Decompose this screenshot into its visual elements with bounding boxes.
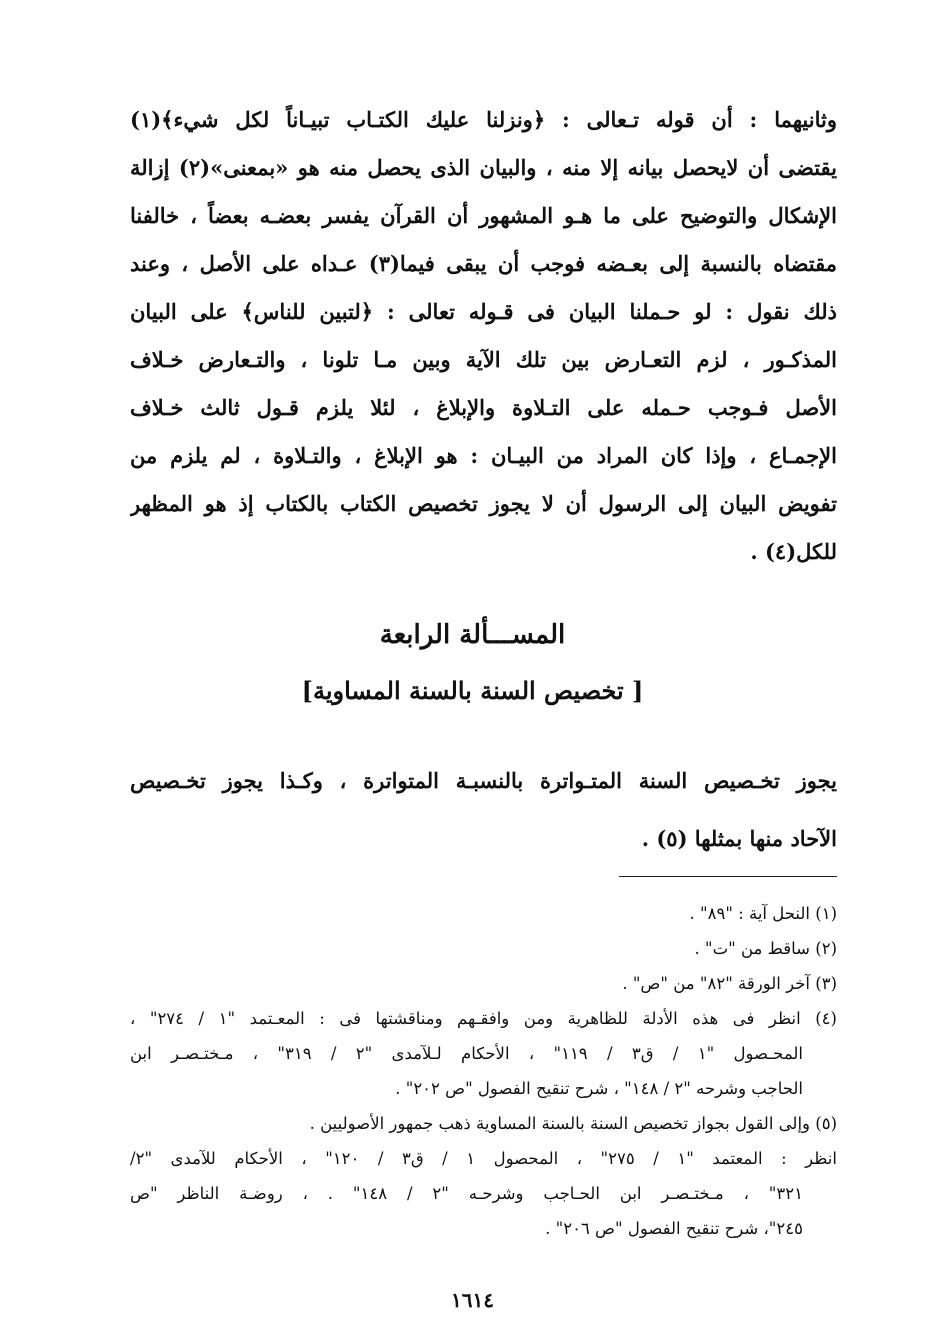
paragraph-line: تفويض البيان إلى الرسول أن لا يجوز تخصيص الكتاب بالكتاب إذ هو المظهر xyxy=(130,491,837,516)
second-paragraph xyxy=(130,752,837,868)
paragraph-line: يقتضى أن لايحصل بيانه إلا منه ، والبيان الذى يحصل منه هو «بمعنى»(٢) إزالة xyxy=(130,155,837,180)
footnote-line: ٢٤٥"، شرح تنقيح الفصول "ص ٢٠٦" . xyxy=(545,1219,803,1238)
footnote xyxy=(130,931,837,966)
footnote-separator xyxy=(619,876,837,877)
footnote xyxy=(130,1001,837,1106)
footnote-line: (٣) آخر الورقة "٨٢" من "ص" . xyxy=(622,974,837,993)
paragraph-line: الأصل فـوجب حـمله على التـلاوة والإبلاغ ، لئلا يلزم قـول ثالث خـلاف xyxy=(130,395,837,420)
paragraph-line: مقتضاه بالنسبة إلى بعـضه فوجب أن يبقى فيما(٣) عـداه على الأصل ، وعند xyxy=(130,251,837,276)
paragraph-line: الإجمـاع ، وإذا كان المراد من البيـان : هو الإبلاغ ، والتـلاوة ، لم يلزم من xyxy=(130,443,837,468)
paragraph-line: الآحاد منها بمثلها (٥) . xyxy=(641,826,837,851)
paragraph-line: للكل(٤) . xyxy=(750,539,837,564)
footnote-line: ٣٢١" ، مـختـصـر ابن الحـاجب وشرحـه "٢ / ١٤٨" . ، روضـة الناظر "ص xyxy=(130,1184,803,1203)
footnote-line: المحـصول "١ / ق٣ / ١١٩" ، الأحكام لـلآمدى "٢ / ٣١٩" ، مـختـصـر ابن xyxy=(130,1044,803,1063)
paragraph-line: وثانيهما : أن قوله تـعالى : ﴿ونزلنا عليك الكتـاب تبيـاناً لكل شيء﴾(١) xyxy=(130,107,837,132)
footnote-line: (١) النحل آية : "٨٩" . xyxy=(689,904,837,923)
footnote xyxy=(130,1106,837,1246)
paragraph-line: المذكـور ، لزم التعـارض بين تلك الآية وبين مـا تلونا ، والتـعارض خـلاف xyxy=(130,347,837,372)
section-subtitle: [ تخصيص السنة بالسنة المساوية] xyxy=(301,676,644,705)
main-paragraph xyxy=(130,96,837,576)
paragraph-line: يجوز تخـصيص السنة المتـواترة بالنسبـة المتواترة ، وكـذا يجوز تخـصيص xyxy=(130,768,837,793)
footnote-line: انظر : المعتمد "١ / ٢٧٥" ، المحصول ١ / ق٣ / ١٢٠" ، الأحكام للآمدى "٢/ xyxy=(130,1149,837,1168)
footnote-line: (٢) ساقط من "ت" . xyxy=(694,939,837,958)
footnote-line: (٥) وإلى القول بجواز تخصيص السنة بالسنة المساوية ذهب جمهور الأصوليين . xyxy=(309,1114,837,1133)
paragraph-line: الإشكال والتوضيح على ما هـو المشهور أن القرآن يفسر بعضـه بعضاً ، خالفنا xyxy=(130,203,837,228)
footnote xyxy=(130,966,837,1001)
footnotes xyxy=(130,896,837,1246)
section-title: المســـألة الرابعة xyxy=(379,620,566,650)
footnote-line: (٤) انظر فى هذه الأدلة للظاهرية ومن وافقـهم ومناقشتها فى : المعـتمد "١ / ٢٧٤" ، xyxy=(130,1009,837,1028)
footnote xyxy=(130,896,837,931)
page-number: ١٦١٤ xyxy=(451,1288,494,1312)
paragraph-line: ذلك نقول : لو حـملنا البيان فى قـوله تعالى : ﴿لتبين للناس﴾ على البيان xyxy=(130,299,837,324)
footnote-line: الحاجب وشرحه "٢ / ١٤٨" ، شرح تنقيح الفصول "ص ٢٠٢" . xyxy=(395,1079,803,1098)
